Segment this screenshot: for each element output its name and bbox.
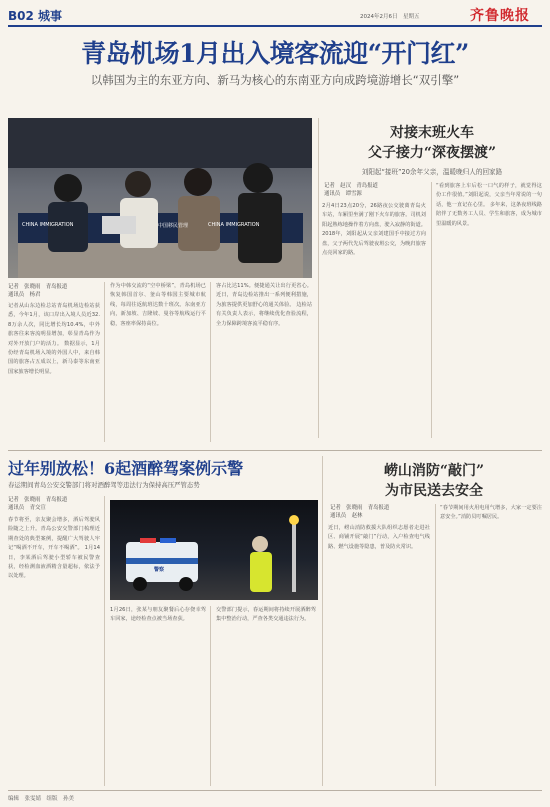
police-label: 警察 bbox=[154, 567, 165, 573]
newspaper-brand: 齐鲁晚报 bbox=[470, 8, 530, 24]
col-divider bbox=[210, 606, 211, 786]
right-column-divider bbox=[318, 118, 319, 438]
story3-byline-reporter: 记者 张晓雨 青岛报道 bbox=[8, 497, 68, 503]
issue-date: 2024年2月6日 星期五 bbox=[360, 14, 420, 20]
col-divider bbox=[104, 282, 105, 442]
header-rule bbox=[8, 25, 542, 27]
photo-illustration bbox=[110, 500, 318, 600]
story1-headline: 青岛机场1月出入境客流迎“开门红” bbox=[81, 39, 469, 68]
story1-p2: 数据显示，1月份经青岛机场入境的外国人中，来自韩国的旅客占五成以上，新马泰等东南亚国家旅客增长明显。 bbox=[8, 340, 100, 375]
story2-col2-a: “看到旅客上车后松一口气的样子，就觉得这份工作很值。”刘阳起说，父亲当年常说的一句话，他一直记在心里。 bbox=[436, 183, 542, 208]
story3-col2: 1月26日，张某与朋友聚餐后心存侥幸驾车回家，途经检查点被当场查获。 bbox=[110, 607, 206, 623]
footer-editor-credits: 编辑 张雯婧 组版 孙美 bbox=[8, 796, 75, 802]
photo-sign-3: CHINA IMMIGRATION bbox=[208, 222, 260, 228]
story3-subheadline: 春运期间青岛公安交警部门将对酒醉驾等违法行为保持高压严管态势 bbox=[8, 481, 200, 489]
footer-rule bbox=[8, 790, 542, 791]
section-divider bbox=[8, 450, 542, 451]
col-divider bbox=[435, 504, 436, 786]
story2-headline-2: 父子接力“深夜摆渡” bbox=[367, 145, 497, 161]
section-label: B02 城事 bbox=[8, 9, 63, 23]
story1-col1 bbox=[8, 302, 100, 442]
col-divider bbox=[431, 182, 432, 438]
story1-lead: 记者从山东边检总站青岛机场边检站获悉，今年1月，该口岸出入境人员近32.8万余人次，同比增长均10.4%，中外旅客往来客流明显增加，彰显青岛作为对外开放门户的活力。 bbox=[8, 303, 100, 347]
story4-col2: “春节期间用火用电用气增多，大家一定要注意安全。”消防员叮嘱居民。 bbox=[440, 505, 542, 521]
story3-col1-b: 1月14日，李某酒后驾驶小型轿车被民警查获，经检测血液酒精含量超标，依法予以处理。 bbox=[8, 545, 100, 580]
col-divider bbox=[104, 496, 105, 786]
police-checkpoint-photo bbox=[110, 500, 318, 600]
story1-col2: 作为中韩交流的“空中桥梁”，青岛机场已恢复韩国首尔、釜山等韩国主要城市航线，每周往返航班达数十班次。东南亚方向，新加坡、吉隆坡、曼谷等航线运行平稳，客座率保持高位。 bbox=[110, 283, 206, 327]
story4-byline-correspondent: 通讯员 赵林 bbox=[330, 513, 363, 519]
story2-col1-b: 2018年，刘阳起从父亲刘建国手中接过方向盘，父子两代先后驾驶夜班公交，为晚归旅客点亮回家的路。 bbox=[322, 231, 426, 257]
right-column-divider bbox=[322, 456, 323, 786]
story4-byline-reporter: 记者 张晓雨 青岛报道 bbox=[330, 505, 390, 511]
story2-subheadline: 刘阳起“接班”20余年父亲，温暖晚归人的回家路 bbox=[361, 168, 503, 176]
airport-border-photo bbox=[8, 118, 312, 278]
story2-byline-correspondent: 通讯员 谭雪源 bbox=[324, 191, 362, 197]
story1-subheadline: 以韩国为主的东亚方向、新马为核心的东南亚方向成跨境游增长“双引擎” bbox=[90, 73, 460, 87]
story4-headline-2: 为市民送去安全 bbox=[385, 483, 483, 499]
col-divider bbox=[210, 282, 211, 442]
story2-col2 bbox=[436, 182, 542, 438]
story2-col2-b: 多年来，这条夜班线路陪伴了无数务工人员、学生和旅客，成为城市里温暖的风景。 bbox=[436, 201, 542, 227]
story2-col1-a: 2月4日23点20分，26路夜公交驶离青岛火车站，车厢里坐满了刚下火车的旅客。司机刘阳起熟练地操作着方向盘，驶入寂静的街道。 bbox=[322, 203, 426, 228]
story2-col1 bbox=[322, 202, 426, 438]
story4-col1: 近日，崂山消防救援大队组织志愿者走进社区、商铺开展“敲门”行动，入户检查电气线路、燃气设施等隐患，普及防火常识。 bbox=[328, 525, 430, 550]
photo-sign-1: CHINA IMMIGRATION bbox=[22, 222, 74, 228]
story1-byline-correspondent: 通讯员 杨君 bbox=[8, 292, 41, 298]
story1-col3-b: 边检站有关负责人表示，将继续优化查验流程，全力保障跨境客流平稳有序。 bbox=[216, 301, 312, 327]
story3-col3: 交警部门提示，春运期间将持续开展酒醉驾集中整治行动，严查各类交通违法行为。 bbox=[216, 607, 316, 623]
story2-byline-reporter: 记者 赵汉 青岛报道 bbox=[324, 183, 378, 189]
story1-byline-reporter: 记者 张晓雨 青岛报道 bbox=[8, 284, 68, 290]
story3-col1-a: 春节将至，亲友聚会增多，酒后驾驶风险随之上升。青岛公安交警部门梳理近期查处的典型案例，提醒广大驾驶人牢记“喝酒不开车，开车不喝酒”。 bbox=[8, 517, 100, 552]
photo-sign-2: 中国移民管理 bbox=[158, 223, 189, 229]
story1-col3-a: 客占比达11%。便捷通关让出行更省心。近日，青岛边检站推出一系列便利措施，为旅客提供更加舒心的通关体验。 bbox=[216, 283, 312, 308]
story3-headline: 过年别放松！6起酒醉驾案例示警 bbox=[8, 459, 244, 478]
story4-headline-1: 崂山消防“敲门” bbox=[383, 463, 485, 479]
story1-col3 bbox=[216, 282, 312, 442]
story2-headline-1: 对接末班火车 bbox=[390, 125, 474, 141]
story3-byline-correspondent: 通讯员 青交宣 bbox=[8, 505, 46, 511]
photo-illustration bbox=[8, 118, 312, 278]
story3-col1 bbox=[8, 516, 100, 786]
